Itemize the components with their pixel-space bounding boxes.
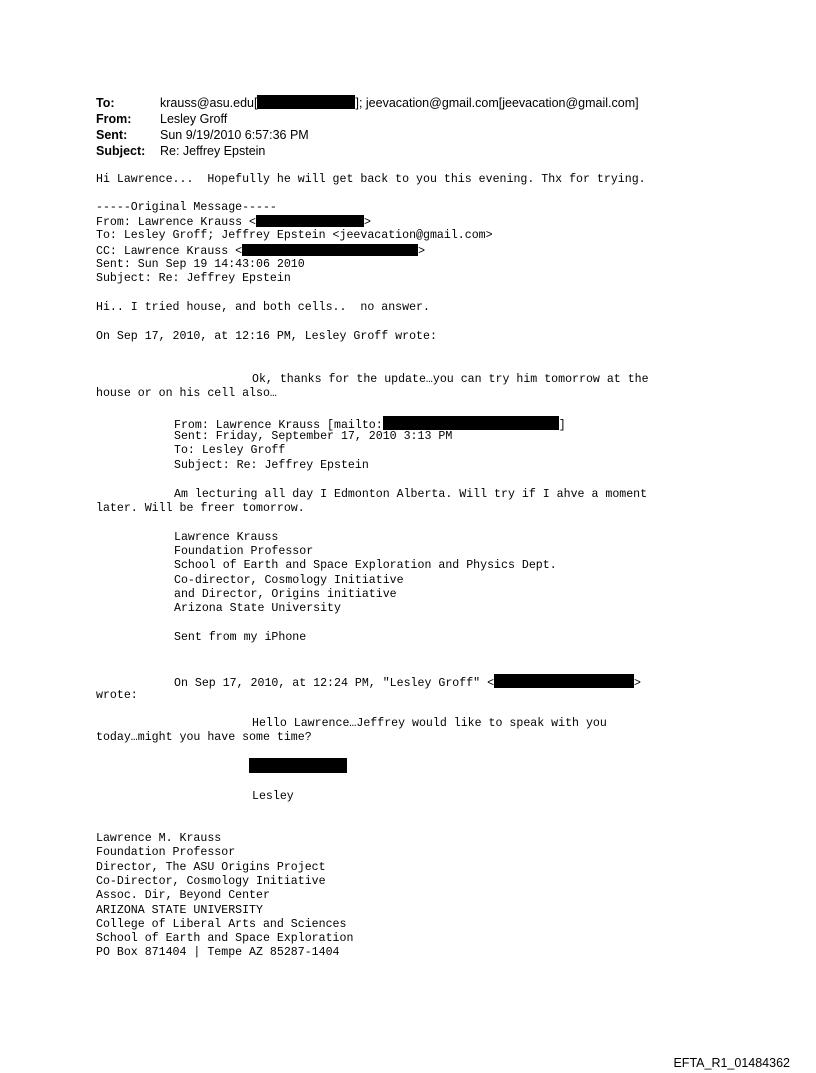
signature-line: College of Liberal Arts and Sciences bbox=[96, 918, 347, 931]
to-label: To: bbox=[96, 96, 115, 110]
original-from-post: > bbox=[364, 216, 371, 229]
original-sent: Sent: Sun Sep 19 14:43:06 2010 bbox=[96, 258, 305, 271]
quote-header-2-wrote: wrote: bbox=[96, 689, 138, 702]
signature-line: ARIZONA STATE UNIVERSITY bbox=[96, 904, 263, 917]
to-value-pre: krauss@asu.edu[ bbox=[160, 96, 258, 110]
greeting-line: Hi Lawrence... Hopefully he will get back to you this evening. Thx for trying. bbox=[96, 173, 646, 186]
signature-line: PO Box 871404 | Tempe AZ 85287-1404 bbox=[96, 946, 340, 959]
quote-header-2 bbox=[174, 674, 641, 691]
quote-header-1: On Sep 17, 2010, at 12:16 PM, Lesley Groff wrote: bbox=[96, 330, 437, 343]
krauss-message: Hi.. I tried house, and both cells.. no answer. bbox=[96, 301, 430, 314]
sent-from-iphone: Sent from my iPhone bbox=[174, 631, 307, 644]
quoted-to: To: Lesley Groff bbox=[174, 444, 286, 457]
ok-line-2: house or on his cell also… bbox=[96, 387, 277, 400]
signature-line: School of Earth and Space Exploration bbox=[96, 932, 354, 945]
original-from-pre: From: Lawrence Krauss < bbox=[96, 216, 257, 229]
signature-line: Co-Director, Cosmology Initiative bbox=[96, 875, 326, 888]
subject-value: Re: Jeffrey Epstein bbox=[160, 144, 266, 158]
signature-line: Foundation Professor bbox=[174, 545, 314, 558]
redaction-box bbox=[383, 416, 559, 430]
quoted-from-post: ] bbox=[558, 419, 566, 432]
signature-line: Co-director, Cosmology Initiative bbox=[174, 574, 404, 587]
sent-label: Sent: bbox=[96, 128, 128, 142]
ok-line-1: Ok, thanks for the update…you can try him tomorrow at the bbox=[252, 373, 649, 386]
original-cc bbox=[96, 244, 425, 259]
hello-line-2: today…might you have some time? bbox=[96, 731, 312, 744]
lecture-line-2: later. Will be freer tomorrow. bbox=[96, 502, 305, 515]
quoted-sent: Sent: Friday, September 17, 2010 3:13 PM bbox=[174, 430, 453, 443]
lesley-signature: Lesley bbox=[252, 790, 294, 803]
quoted-from-pre: From: Lawrence Krauss [mailto: bbox=[174, 419, 383, 432]
redaction-box bbox=[242, 244, 418, 256]
original-to: To: Lesley Groff; Jeffrey Epstein <jeevacation@gmail.com> bbox=[96, 229, 493, 242]
redaction-box bbox=[256, 215, 364, 227]
to-value bbox=[160, 95, 639, 112]
sent-value: Sun 9/19/2010 6:57:36 PM bbox=[160, 128, 309, 142]
quoted-subject: Subject: Re: Jeffrey Epstein bbox=[174, 459, 369, 472]
original-cc-pre: CC: Lawrence Krauss < bbox=[96, 245, 243, 258]
to-value-post: ]; jeevacation@gmail.com[jeevacation@gmail.com] bbox=[355, 96, 639, 110]
signature-line: Lawrence Krauss bbox=[174, 531, 279, 544]
original-subject: Subject: Re: Jeffrey Epstein bbox=[96, 272, 291, 285]
original-from bbox=[96, 215, 371, 230]
hello-line-1: Hello Lawrence…Jeffrey would like to speak with you bbox=[252, 717, 607, 730]
signature-line: Arizona State University bbox=[174, 602, 341, 615]
subject-label: Subject: bbox=[96, 144, 146, 158]
signature-line: Assoc. Dir, Beyond Center bbox=[96, 889, 270, 902]
from-value: Lesley Groff bbox=[160, 112, 228, 126]
redaction-box bbox=[494, 674, 634, 688]
from-label: From: bbox=[96, 112, 132, 126]
quote-header-2-pre: On Sep 17, 2010, at 12:24 PM, "Lesley Groff" < bbox=[174, 677, 495, 690]
signature-line: Foundation Professor bbox=[96, 846, 236, 859]
lecture-line-1: Am lecturing all day I Edmonton Alberta. Will try if I ahve a moment bbox=[174, 488, 648, 501]
redaction-box bbox=[257, 95, 355, 109]
quote-header-2-post: > bbox=[634, 677, 642, 690]
signature-line: Lawrence M. Krauss bbox=[96, 832, 222, 845]
redaction-box bbox=[249, 758, 347, 773]
original-separator: -----Original Message----- bbox=[96, 201, 277, 214]
document-id: EFTA_R1_01484362 bbox=[673, 1056, 790, 1070]
signature-line: Director, The ASU Origins Project bbox=[96, 861, 326, 874]
original-cc-post: > bbox=[418, 245, 426, 258]
signature-line: and Director, Origins initiative bbox=[174, 588, 397, 601]
signature-line: School of Earth and Space Exploration and Physics Dept. bbox=[174, 559, 557, 572]
